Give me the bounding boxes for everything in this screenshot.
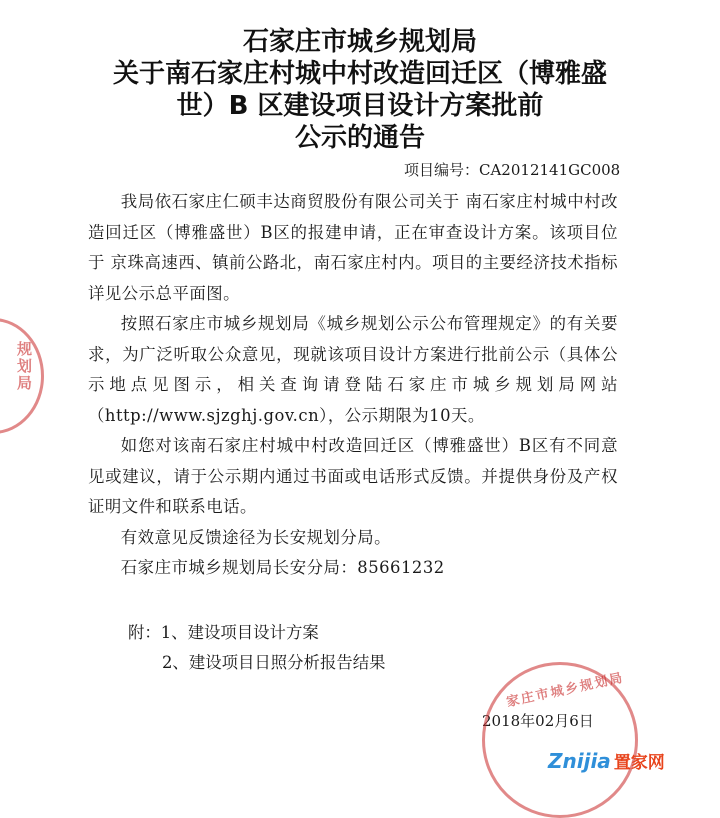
notice-body bbox=[88, 187, 618, 584]
notice-title bbox=[60, 26, 660, 154]
seal-bottom-text: 家庄市城乡规划局 bbox=[505, 670, 626, 711]
paragraph-publicity: 按照石家庄市城乡规划局《城乡规划公示公布管理规定》的有关要求，为广泛听取公众意见，现就该项目设计方案进行批前公示（具体公示地点见图示，相关查询请登陆石家庄市城乡规划局网站（http://www.sjzghj.gov.cn），公示期限为10天。 bbox=[88, 314, 618, 425]
title-line-2: 关于南石家庄村城中村改造回迁区（博雅盛 bbox=[112, 59, 607, 89]
watermark-brand: Znijia bbox=[548, 749, 611, 773]
watermark-chinese: 置家网 bbox=[613, 753, 665, 773]
official-seal-bottom bbox=[482, 662, 638, 818]
seal-left-text: 规划局 bbox=[15, 341, 33, 392]
paragraph-feedback: 如您对该南石家庄村城中村改造回迁区（博雅盛世）B区有不同意见或建议，请于公示期内通过书面或电话形式反馈。并提供身份及产权证明文件和联系电话。 bbox=[88, 436, 618, 516]
title-line-4: 公示的通告 bbox=[294, 123, 425, 153]
official-seal-left bbox=[0, 318, 44, 434]
attachments bbox=[128, 618, 386, 678]
paragraph-channel: 有效意见反馈途径为长安规划分局。 bbox=[120, 527, 392, 547]
title-line-1: 石家庄市城乡规划局 bbox=[242, 27, 477, 57]
title-line-3: 世）B 区建设项目设计方案批前 bbox=[176, 91, 544, 121]
attachment-item-2: 2、建设项目日照分析报告结果 bbox=[162, 653, 386, 672]
paragraph-application: 我局依石家庄仁硕丰达商贸股份有限公司关于 南石家庄村城中村改造回迁区（博雅盛世）B区的报建申请，正在审查设计方案。该项目位于 京珠高速西、镇前公路北，南石家庄村内。项目的主要经济技术指标详见公示总平面图。 bbox=[88, 192, 618, 303]
attachment-item-1: 附：1、建设项目设计方案 bbox=[128, 623, 319, 642]
site-watermark bbox=[548, 748, 665, 776]
project-number: 项目编号：CA2012141GC008 bbox=[404, 161, 621, 179]
issue-date: 2018年02月6日 bbox=[482, 712, 594, 730]
contact-phone: 石家庄市城乡规划局长安分局：85661232 bbox=[120, 558, 445, 577]
